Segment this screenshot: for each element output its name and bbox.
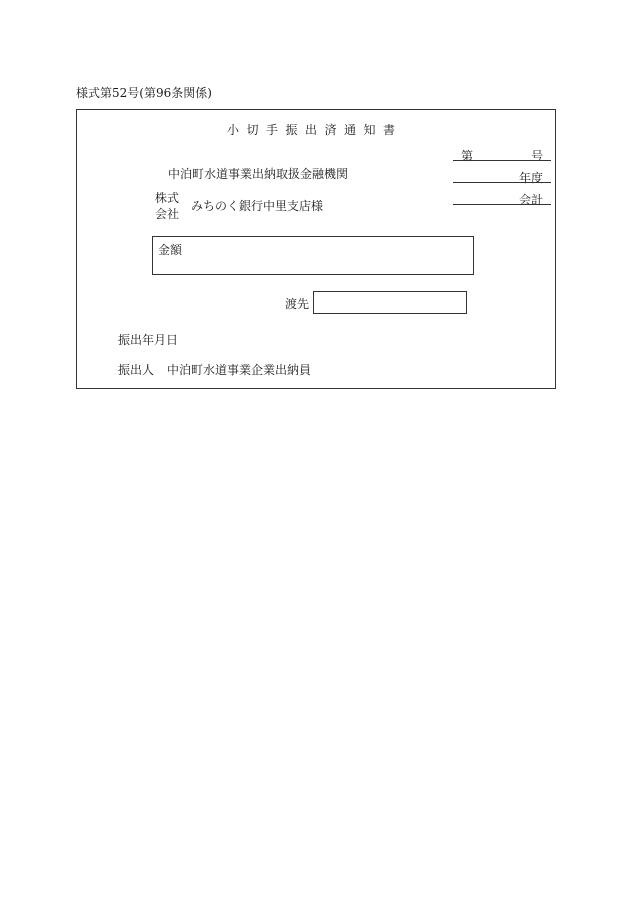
corporation-label-line2: 会社	[155, 207, 180, 221]
payee-box	[313, 291, 467, 314]
fiscal-year-underline	[453, 182, 551, 183]
payee-label: 渡先	[285, 297, 310, 311]
number-prefix: 第	[461, 149, 474, 163]
number-underline	[453, 160, 551, 161]
issue-date-label: 振出年月日	[118, 333, 179, 347]
amount-label: 金額	[158, 243, 183, 257]
payer-label: 振出人	[118, 363, 155, 377]
corporation-label-line1: 株式	[155, 191, 180, 205]
account-label: 会計	[519, 193, 544, 207]
number-suffix: 号	[531, 149, 544, 163]
document-title: 小切手振出済通知書	[227, 123, 403, 137]
issuer-institution: 中泊町水道事業出納取扱金融機関	[168, 167, 349, 181]
account-underline	[453, 204, 551, 205]
bank-name: みちのく銀行中里支店様	[191, 199, 324, 213]
form-number-label: 様式第52号(第96条関係)	[76, 86, 212, 100]
payer-name: 中泊町水道事業企業出納員	[167, 363, 312, 377]
fiscal-year-label: 年度	[519, 171, 544, 185]
amount-box	[152, 236, 474, 275]
